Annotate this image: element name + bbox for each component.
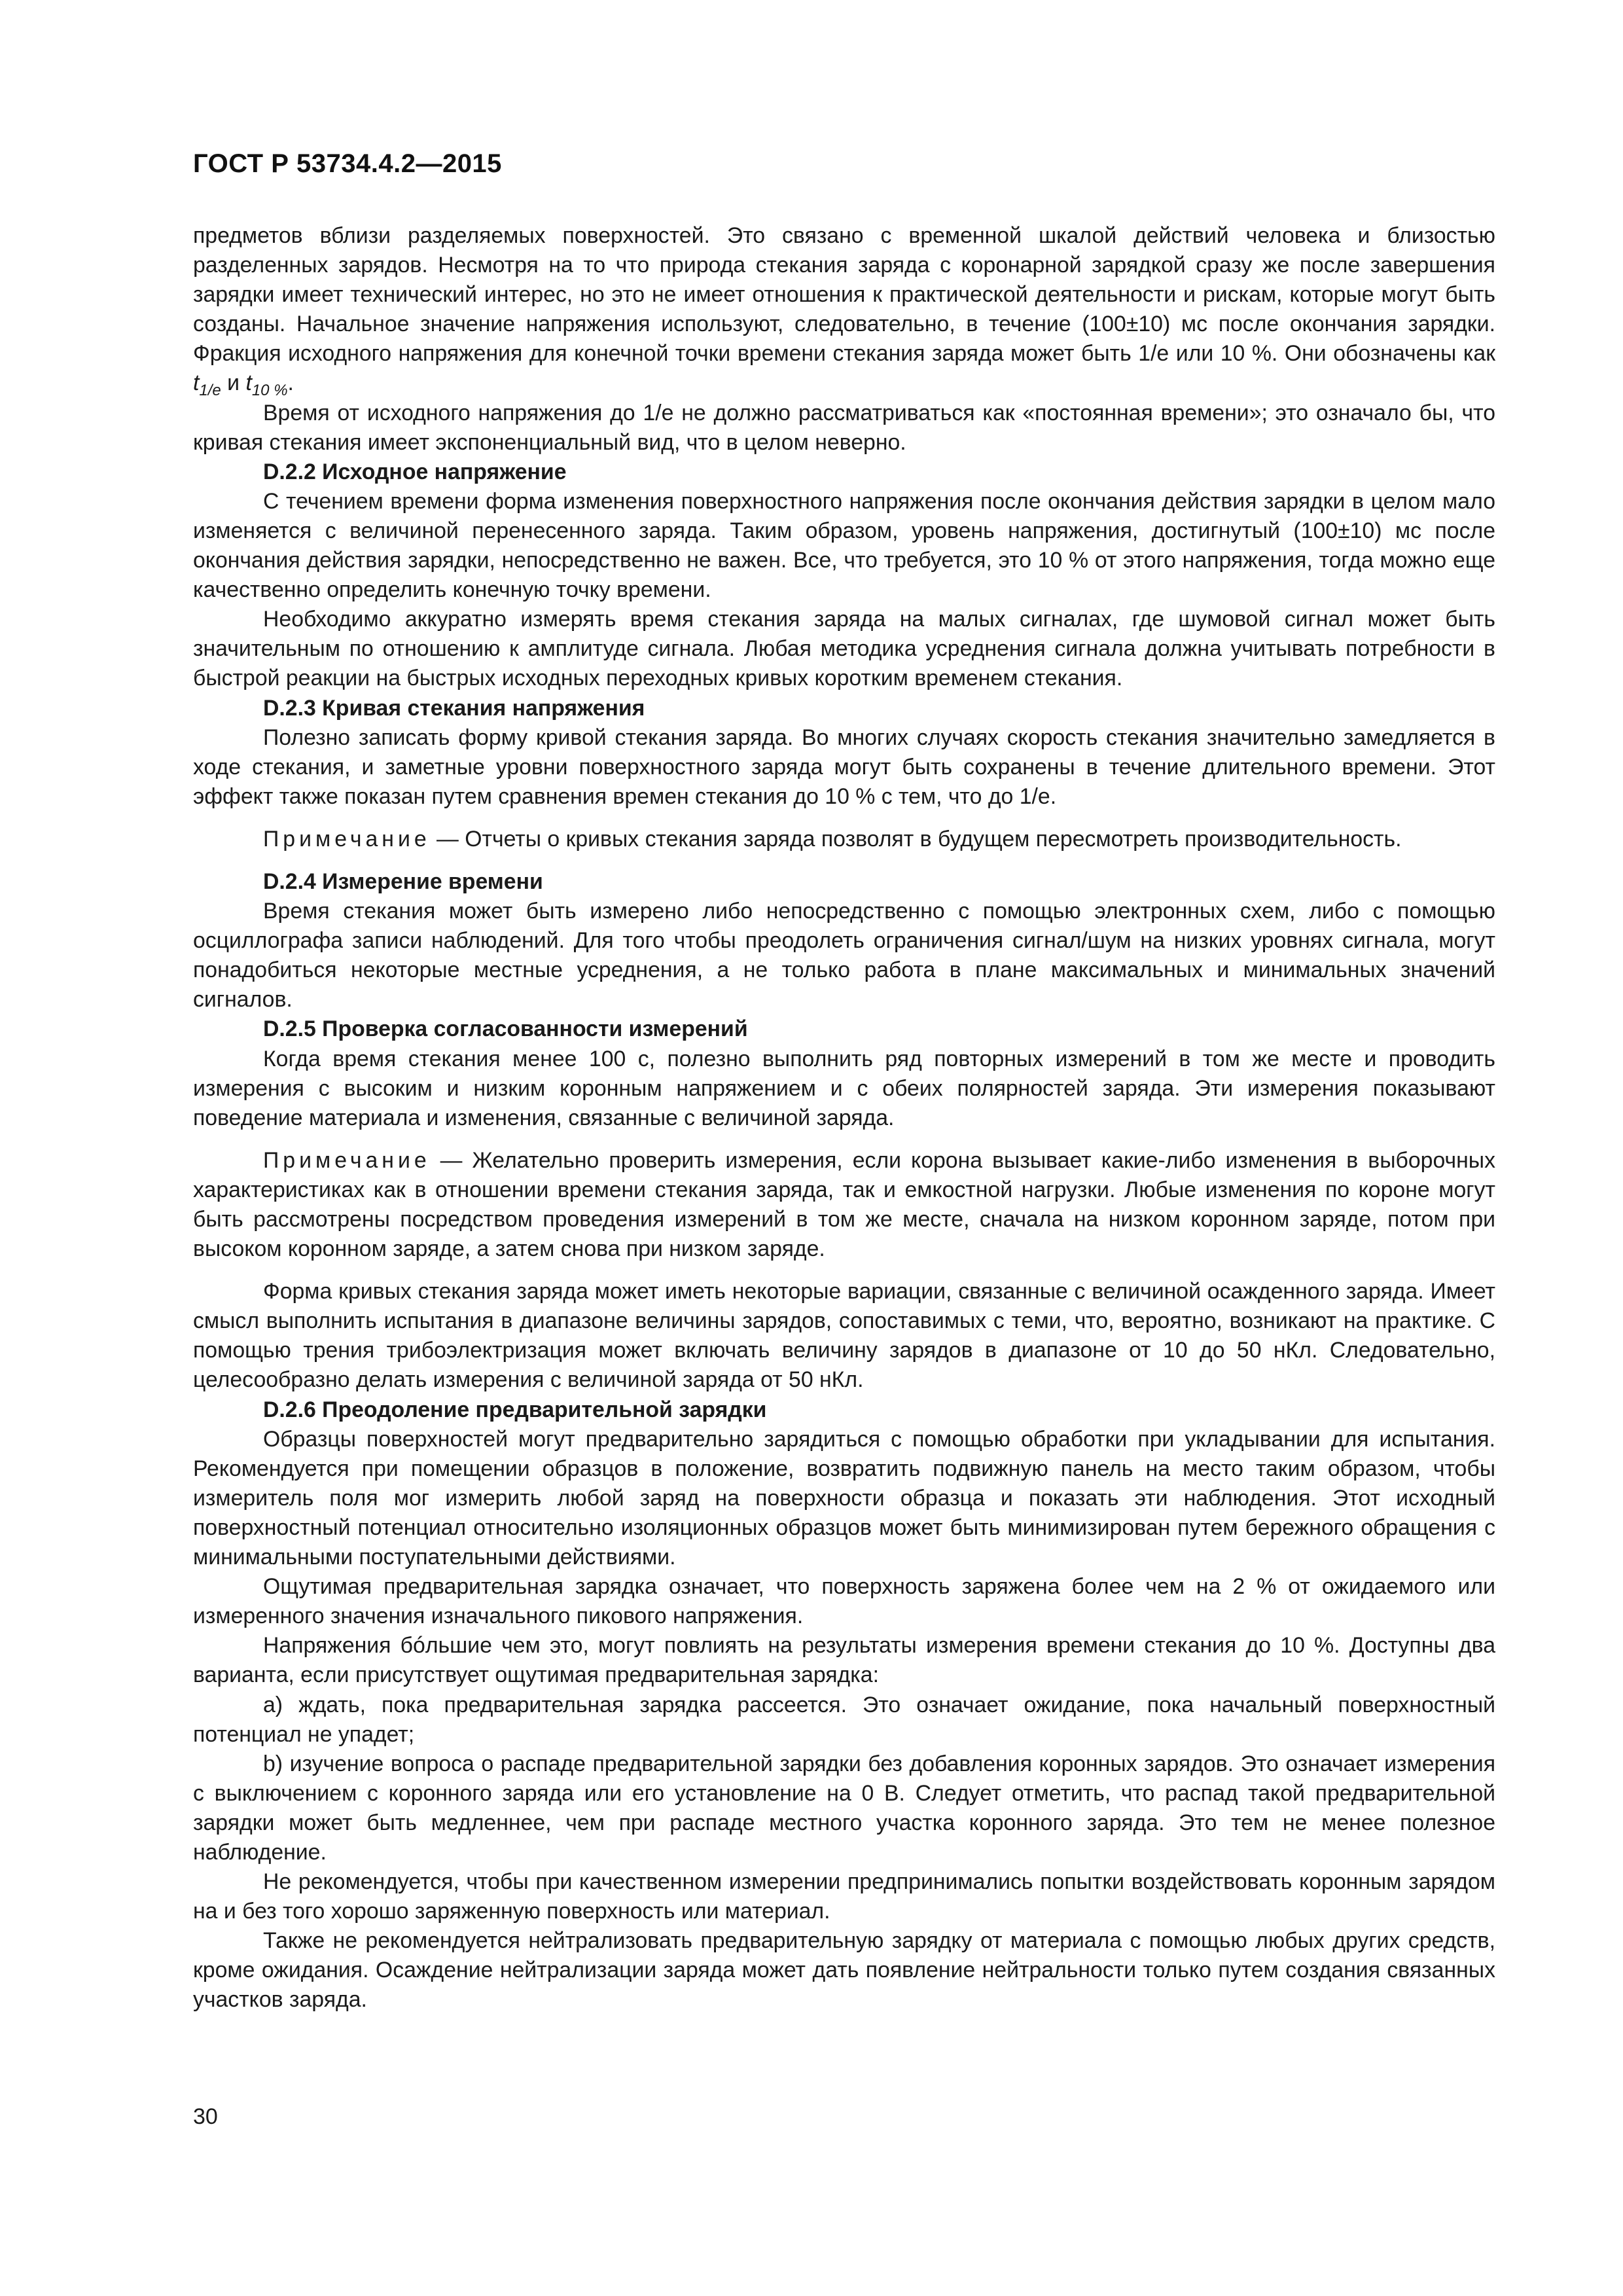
- section-heading-d25: D.2.5 Проверка согласованности измерений: [263, 1016, 748, 1042]
- section-heading-d26: D.2.6 Преодоление предварительной зарядки: [263, 1397, 767, 1422]
- paragraph: Время стекания может быть измерено либо непосредственно с помощью электронных схем, либо с помощью осциллографа записи наблюдений. Для того чтобы преодолеть ограничения сигнал/шум на низких уровнях сигнала, могут понадобиться некоторые местные усреднения, а не только работа в плане максимальных и минимальных значений сигналов.: [193, 899, 1495, 1013]
- subscript-1e: 1/e: [199, 382, 221, 400]
- note: [193, 825, 1495, 854]
- subscript-10: 10 %: [251, 382, 288, 400]
- punctuation: .: [287, 370, 294, 396]
- paragraph: Необходимо аккуратно измерять время стекания заряда на малых сигналах, где шумовой сигнал может быть значительным по отношению к амплитуде сигнала. Любая методика усреднения сигнала должна учитывать потребности в быстрой реакции на быстрых исходных переходных кривых коротким временем стекания.: [193, 607, 1495, 691]
- list-item-a: а) ждать, пока предварительная зарядка рассеется. Это означает ожидание, пока начальный поверхностный потенциал не упадет;: [193, 1692, 1495, 1747]
- document-header: ГОСТ Р 53734.4.2—2015: [193, 149, 502, 178]
- paragraph: [193, 221, 1495, 399]
- symbol-t: t: [193, 370, 200, 396]
- note: [193, 1146, 1495, 1264]
- list-item-b: b) изучение вопроса о распаде предварительной зарядки без добавления коронных зарядов. Это означает измерения с выключением с коронного заряда или его установление на 0 В. Следует отметить, что распад такой предварительной зарядки может быть медленнее, чем при распаде местного участка коронного заряда. Это тем не менее полезное наблюдение.: [193, 1751, 1495, 1865]
- note-label: Примечание: [263, 826, 431, 852]
- paragraph: Образцы поверхностей могут предварительно зарядиться с помощью обработки при укладывании для испытания. Рекомендуется при помещении образцов в положение, возвратить подвижную панель на место таким образом, чтобы измеритель поля мог измерить любой заряд на поверхности образца и показать эти наблюдения. Этот исходный поверхностный потенциал относительно изоляционных образцов может быть минимизирован путем бережного обращения с минимальными поступательными действиями.: [193, 1426, 1495, 1570]
- note-text: — Отчеты о кривых стекания заряда позволят в будущем пересмотреть производительность.: [430, 826, 1402, 852]
- section-heading-d24: D.2.4 Измерение времени: [263, 869, 543, 894]
- paragraph: Также не рекомендуется нейтрализовать предварительную зарядку от материала с помощью любых других средств, кроме ожидания. Осаждение нейтрализации заряда может дать появление нейтральности только путем создания связанных участков заряда.: [193, 1928, 1495, 2013]
- symbol-t: t: [245, 370, 252, 396]
- paragraph: Форма кривых стекания заряда может иметь некоторые вариации, связанные с величиной осажденного заряда. Имеет смысл выполнить испытания в диапазоне величины зарядов, сопоставимых с теми, что, вероятно, возникают на практике. С помощью трения трибоэлектризация может включать величину зарядов в диапазоне от 10 до 50 нКл. Следовательно, целесообразно делать измерения с величиной заряда от 50 нКл.: [193, 1279, 1495, 1393]
- note-label: Примечание: [263, 1147, 431, 1173]
- note-text: — Желательно проверить измерения, если корона вызывает какие-либо изменения в выборочных характеристиках как в отношении времени стекания заряда, так и емкостной нагрузки. Любые изменения по короне могут быть рассмотрены посредством проведения измерений в том же месте, сначала на низком коронном заряде, потом при высоком коронном заряде, а затем снова при низком заряде.: [193, 1147, 1495, 1262]
- paragraph: Ощутимая предварительная зарядка означает, что поверхность заряжена более чем на 2 % от ожидаемого или измеренного значения изначального пикового напряжения.: [193, 1574, 1495, 1629]
- section-heading-d23: D.2.3 Кривая стекания напряжения: [263, 695, 645, 721]
- paragraph: Когда время стекания менее 100 с, полезно выполнить ряд повторных измерений в том же месте и проводить измерения с высоким и низким коронным напряжением и с обеих полярностей заряда. Эти измерения показывают поведение материала и изменения, связанные с величиной заряда.: [193, 1046, 1495, 1130]
- section-heading-d22: D.2.2 Исходное напряжение: [263, 459, 567, 484]
- paragraph: Не рекомендуется, чтобы при качественном измерении предпринимались попытки воздействовать коронным зарядом на и без того хорошо заряженную поверхность или материал.: [193, 1869, 1495, 1924]
- document-body: [193, 221, 1495, 2015]
- paragraph: Время от исходного напряжения до 1/е не должно рассматриваться как «постоянная времени»; это означало бы, что кривая стекания имеет экспоненциальный вид, что в целом неверно.: [193, 400, 1495, 455]
- conjunction: и: [227, 370, 240, 396]
- paragraph-text: предметов вблизи разделяемых поверхностей. Это связано с временной шкалой действий человека и близостью разделенных зарядов. Несмотря на то что природа стекания заряда с коронарной зарядкой сразу же после завершения зарядки имеет технический интерес, но это не имеет отношения к практической деятельности и рискам, которые могут быть созданы. Начальное значение напряжения используют, следовательно, в течение (100±10) мс после окончания зарядки. Фракция исходного напряжения для конечной точки времени стекания заряда может быть 1/е или 10 %. Они обозначены как: [193, 223, 1495, 367]
- page-number: 30: [193, 2104, 218, 2129]
- paragraph: С течением времени форма изменения поверхностного напряжения после окончания действия зарядки в целом мало изменяется с величиной перенесенного заряда. Таким образом, уровень напряжения, достигнутый (100±10) мс после окончания действия зарядки, непосредственно не важен. Все, что требуется, это 10 % от этого напряжения, тогда можно еще качественно определить конечную точку времени.: [193, 488, 1495, 603]
- paragraph: Полезно записать форму кривой стекания заряда. Во многих случаях скорость стекания значительно замедляется в ходе стекания, и заметные уровни поверхностного заряда могут быть сохранены в течение длительного времени. Этот эффект также показан путем сравнения времен стекания до 10 % с тем, что до 1/е.: [193, 725, 1495, 809]
- paragraph: Напряжения бóльшие чем это, могут повлиять на результаты измерения времени стекания до 10 %. Доступны два варианта, если присутствует ощутимая предварительная зарядка:: [193, 1633, 1495, 1688]
